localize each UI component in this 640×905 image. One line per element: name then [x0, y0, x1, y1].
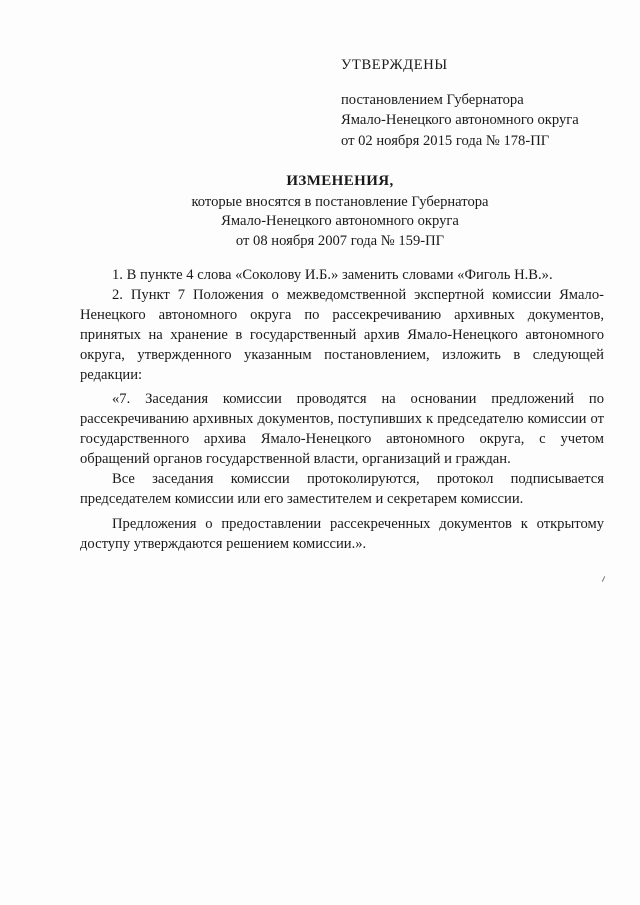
paragraph-5: Предложения о предоставлении рассекреченных документов к открытому доступу утверждаются решением комиссии.».: [80, 515, 604, 552]
approval-block: [341, 55, 621, 151]
heading-line-1: которые вносятся в постановление Губернатора: [191, 193, 489, 210]
paragraph-1: 1. В пункте 4 слова «Соколову И.Б.» заменить словами «Фиголь Н.В.».: [112, 267, 553, 283]
approval-line-3: от 02 ноября 2015 года № 178-ПГ: [341, 132, 550, 149]
document-heading: [60, 172, 620, 251]
heading-line-3: от 08 ноября 2007 года № 159-ПГ: [235, 232, 445, 249]
paragraph-3: «7. Заседания комиссии проводятся на основании предложений по рассекречиванию архивных документов, поступивших к председателю комиссии от государственного архива Ямало-Ненецкого автономного округа, с учетом обращений органов государственной власти, организаций и граждан.: [80, 391, 604, 468]
paragraph-2: 2. Пункт 7 Положения о межведомственной экспертной комиссии Ямало-Ненецкого автономного округа по рассекречиванию архивных документов, принятых на хранение в государственный архив Ямало-Ненецкого автономного округа, утвержденного указанным постановлением, изложить в следующей редакции:: [80, 286, 604, 383]
document-title: ИЗМЕНЕНИЯ,: [286, 173, 394, 189]
approval-stamp: УТВЕРЖДЕНЫ: [341, 57, 448, 73]
approval-line-2: Ямало-Ненецкого автономного округа: [341, 112, 579, 128]
approval-line-1: постановлением Губернатора: [341, 91, 524, 108]
document-body: [80, 266, 604, 555]
scan-artifact: [602, 576, 605, 582]
paragraph-4: Все заседания комиссии протоколируются, протокол подписывается председателем комиссии или его заместителем и секретарем комиссии.: [80, 471, 604, 507]
heading-line-2: Ямало-Ненецкого автономного округа: [221, 213, 459, 229]
